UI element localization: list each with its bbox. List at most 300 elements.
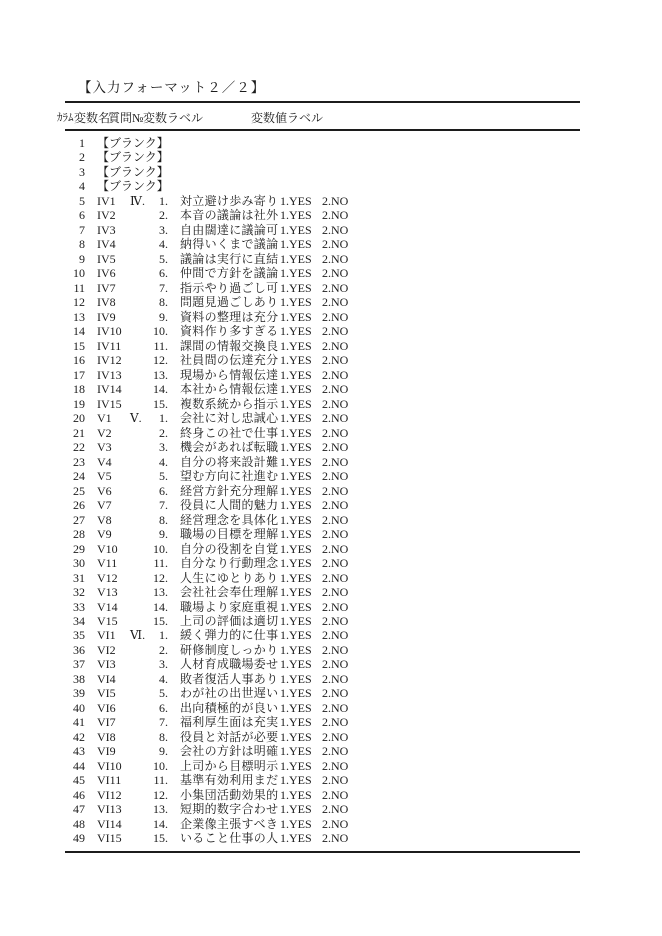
value-label-yes: 1.YES <box>280 483 312 498</box>
table-row <box>55 165 615 179</box>
section-numeral <box>130 281 148 295</box>
table-row <box>55 310 615 324</box>
question-number: 13. <box>153 585 168 600</box>
variable-label: 職場より家庭重視 <box>180 599 279 614</box>
value-label-yes: 1.YES <box>280 599 312 614</box>
question-number: 12. <box>153 353 168 368</box>
value-label-no: 2.NO <box>322 222 349 237</box>
value-label-yes: 1.YES <box>280 686 312 701</box>
variable-label: 本社から情報伝達 <box>180 382 279 397</box>
question-number: 8. <box>159 295 168 310</box>
value-label-no: 2.NO <box>322 396 349 411</box>
variable-label: 基準有効利用まだ <box>180 773 279 788</box>
table-row <box>55 513 615 527</box>
section-numeral <box>130 469 148 483</box>
value-label-yes: 1.YES <box>280 744 312 759</box>
variable-name: VI1 <box>97 628 116 643</box>
row-number: 30 <box>73 556 85 571</box>
question-number: 11. <box>153 338 168 353</box>
variable-label: 課間の情報交換良 <box>180 338 279 353</box>
row-number: 2 <box>79 150 85 165</box>
section-numeral <box>130 150 148 164</box>
value-label-no: 2.NO <box>322 280 349 295</box>
row-number: 29 <box>73 541 85 556</box>
variable-name: V4 <box>97 454 112 469</box>
variable-name: VI11 <box>97 773 122 788</box>
row-number: 37 <box>73 657 85 672</box>
question-number: 13. <box>153 367 168 382</box>
value-label-yes: 1.YES <box>280 222 312 237</box>
value-label-yes: 1.YES <box>280 527 312 542</box>
row-number: 17 <box>73 367 85 382</box>
value-label-yes: 1.YES <box>280 729 312 744</box>
variable-label: いること仕事の人 <box>180 831 279 846</box>
question-number: 7. <box>159 498 168 513</box>
variable-label <box>180 136 278 150</box>
table-row <box>55 150 615 164</box>
value-label-no: 2.NO <box>322 570 349 585</box>
value-label-no: 2.NO <box>322 556 349 571</box>
value-label-no: 2.NO <box>322 787 349 802</box>
variable-name: IV15 <box>97 396 122 411</box>
value-label-yes: 1.YES <box>280 642 312 657</box>
section-numeral <box>130 556 148 570</box>
value-label-no: 2.NO <box>322 353 349 368</box>
question-number: 5. <box>159 686 168 701</box>
variable-name: IV14 <box>97 382 122 397</box>
value-label-yes: 1.YES <box>280 266 312 281</box>
value-label-no: 2.NO <box>322 671 349 686</box>
table-row <box>55 730 615 744</box>
question-number: 10. <box>153 324 168 339</box>
value-label-yes: 1.YES <box>280 831 312 846</box>
variable-name: IV6 <box>97 266 116 281</box>
divider-bottom <box>65 851 580 853</box>
variable-name: 【ブランク】 <box>97 150 169 165</box>
row-number: 39 <box>73 686 85 701</box>
variable-name: IV3 <box>97 222 116 237</box>
question-number <box>148 136 168 150</box>
variable-label: 複数系統から指示 <box>180 396 279 411</box>
variable-name: V14 <box>97 599 118 614</box>
variable-label: 議論は実行に直結 <box>180 251 279 266</box>
value-label-no: 2.NO <box>322 367 349 382</box>
table-row <box>55 295 615 309</box>
question-number: 5. <box>159 251 168 266</box>
row-number: 40 <box>73 700 85 715</box>
section-numeral <box>130 614 148 628</box>
section-numeral <box>130 484 148 498</box>
section-numeral <box>130 802 148 816</box>
row-number: 44 <box>73 758 85 773</box>
page-title: 【入力フォーマット２／２】 <box>78 80 266 95</box>
variable-name: VI6 <box>97 700 116 715</box>
table-row <box>55 571 615 585</box>
value-label-no: 2.NO <box>322 686 349 701</box>
value-label-no: 2.NO <box>322 831 349 846</box>
value-label-no: 2.NO <box>322 237 349 252</box>
variable-name: IV7 <box>97 280 116 295</box>
value-label-no: 2.NO <box>322 700 349 715</box>
value-label-no: 2.NO <box>322 498 349 513</box>
table-row <box>55 237 615 251</box>
variable-label: 経営方針充分理解 <box>180 483 279 498</box>
table-row <box>55 194 615 208</box>
variable-label: 人生にゆとりあり <box>180 570 279 585</box>
table-row <box>55 759 615 773</box>
variable-label: 自分の将来設計難 <box>180 454 279 469</box>
section-numeral <box>130 339 148 353</box>
value-label-no: 2.NO <box>322 411 349 426</box>
row-number: 48 <box>73 816 85 831</box>
value-label-yes: 1.YES <box>280 613 312 628</box>
variable-label: 人材育成職場委せ <box>180 657 279 672</box>
table-row <box>55 440 615 454</box>
row-number: 11 <box>73 280 85 295</box>
value-label-yes: 1.YES <box>280 700 312 715</box>
table-row <box>55 223 615 237</box>
question-number: 15. <box>153 831 168 846</box>
variable-label <box>180 165 278 179</box>
header-var-label: 変数ラベル <box>143 111 204 125</box>
variable-name: IV8 <box>97 295 116 310</box>
value-label-yes: 1.YES <box>280 324 312 339</box>
question-number <box>148 150 168 164</box>
header-column: ｶﾗﾑ <box>57 112 74 124</box>
value-label-yes: 1.YES <box>280 353 312 368</box>
question-number: 7. <box>159 280 168 295</box>
value-label-no: 2.NO <box>322 440 349 455</box>
variable-label: 現場から情報伝達 <box>180 367 279 382</box>
value-label-no: 2.NO <box>322 613 349 628</box>
question-number: 2. <box>159 425 168 440</box>
variable-label <box>180 179 278 193</box>
header-var-name: 変数名 <box>74 111 111 125</box>
value-label-yes: 1.YES <box>280 758 312 773</box>
row-number: 14 <box>73 324 85 339</box>
value-label-no: 2.NO <box>322 773 349 788</box>
row-number: 21 <box>73 425 85 440</box>
table-row <box>55 339 615 353</box>
table-row <box>55 831 615 845</box>
table-row <box>55 353 615 367</box>
value-label-yes: 1.YES <box>280 280 312 295</box>
variable-name: IV10 <box>97 324 122 339</box>
question-number: 14. <box>153 382 168 397</box>
question-number: 1. <box>159 193 168 208</box>
value-label-yes: 1.YES <box>280 498 312 513</box>
section-numeral: Ⅵ. <box>130 628 146 643</box>
variable-label: 会社の方針は明確 <box>180 744 279 759</box>
value-label-no: 2.NO <box>322 585 349 600</box>
row-number: 27 <box>73 512 85 527</box>
variable-label: 小集団活動効果的 <box>180 787 279 802</box>
variable-label: 上司から目標明示 <box>180 758 279 773</box>
variable-label: 役員と対話が必要 <box>180 729 279 744</box>
row-number: 1 <box>79 136 85 150</box>
variable-label: わが社の出世遅い <box>180 686 279 701</box>
value-label-yes <box>280 179 322 193</box>
value-label-no: 2.NO <box>322 628 349 643</box>
section-numeral <box>130 382 148 396</box>
section-numeral <box>130 788 148 802</box>
table-row <box>55 542 615 556</box>
section-numeral <box>130 426 148 440</box>
table-row <box>55 208 615 222</box>
table-row <box>55 773 615 787</box>
section-numeral <box>130 223 148 237</box>
variable-name: VI2 <box>97 642 116 657</box>
value-label-no: 2.NO <box>322 324 349 339</box>
value-label-yes <box>280 150 322 164</box>
section-numeral: Ⅳ. <box>130 193 145 208</box>
variable-label: 出向積極的が良い <box>180 700 279 715</box>
question-number: 6. <box>159 483 168 498</box>
divider-top <box>65 101 580 103</box>
question-number: 9. <box>159 744 168 759</box>
question-number: 7. <box>159 715 168 730</box>
row-number: 15 <box>73 338 85 353</box>
row-number: 22 <box>73 440 85 455</box>
row-number: 35 <box>73 628 85 643</box>
table-row <box>55 469 615 483</box>
variable-label: 企業像主張すべき <box>180 816 279 831</box>
variable-name: VI10 <box>97 758 122 773</box>
question-number: 2. <box>159 208 168 223</box>
value-label-yes: 1.YES <box>280 309 312 324</box>
variable-label: 社員間の伝達充分 <box>180 353 279 368</box>
table-row <box>55 788 615 802</box>
value-label-no: 2.NO <box>322 469 349 484</box>
question-number: 9. <box>159 309 168 324</box>
value-label-no: 2.NO <box>322 425 349 440</box>
variable-label: 経営理念を具体化 <box>180 512 279 527</box>
question-number: 4. <box>159 237 168 252</box>
row-number: 10 <box>73 266 85 281</box>
table-row <box>55 672 615 686</box>
variable-name: V15 <box>97 613 118 628</box>
variable-name: IV4 <box>97 237 116 252</box>
value-label-yes: 1.YES <box>280 787 312 802</box>
variable-name: 【ブランク】 <box>97 136 169 150</box>
variable-label: 機会があれば転職 <box>180 440 279 455</box>
table-row <box>55 281 615 295</box>
value-label-yes: 1.YES <box>280 541 312 556</box>
value-label-no: 2.NO <box>322 816 349 831</box>
variable-name: V2 <box>97 425 112 440</box>
table-row <box>55 600 615 614</box>
value-label-yes: 1.YES <box>280 512 312 527</box>
variable-label: 問題見過ごしあり <box>180 295 279 310</box>
question-number: 10. <box>153 758 168 773</box>
variable-name: V13 <box>97 585 118 600</box>
value-label-no: 2.NO <box>322 642 349 657</box>
section-numeral <box>130 643 148 657</box>
question-number: 9. <box>159 527 168 542</box>
table-row <box>55 744 615 758</box>
row-number: 32 <box>73 585 85 600</box>
value-label-no: 2.NO <box>322 382 349 397</box>
variable-name: V6 <box>97 483 112 498</box>
value-label-no: 2.NO <box>322 758 349 773</box>
value-label-no: 2.NO <box>322 454 349 469</box>
question-number: 14. <box>153 599 168 614</box>
row-number: 38 <box>73 671 85 686</box>
variable-name: V1 <box>97 411 112 426</box>
row-number: 34 <box>73 613 85 628</box>
value-label-yes: 1.YES <box>280 193 312 208</box>
row-number: 43 <box>73 744 85 759</box>
table-row <box>55 498 615 512</box>
variable-name: IV11 <box>97 338 122 353</box>
value-label-yes: 1.YES <box>280 251 312 266</box>
question-number: 1. <box>159 411 168 426</box>
value-label-no: 2.NO <box>322 541 349 556</box>
question-number: 5. <box>159 469 168 484</box>
question-number: 4. <box>159 671 168 686</box>
row-number: 9 <box>79 251 85 266</box>
section-numeral <box>130 831 148 845</box>
value-label-no: 2.NO <box>322 512 349 527</box>
section-numeral <box>130 397 148 411</box>
header-question-no: 質問№ <box>108 111 144 125</box>
section-numeral <box>130 353 148 367</box>
question-number: 6. <box>159 266 168 281</box>
table-row <box>55 136 615 150</box>
value-label-yes: 1.YES <box>280 338 312 353</box>
variable-label: 福利厚生面は充実 <box>180 715 279 730</box>
value-label-yes: 1.YES <box>280 585 312 600</box>
variable-label: 指示やり過ごし可 <box>180 280 279 295</box>
table-row <box>55 643 615 657</box>
variable-name: VI14 <box>97 816 122 831</box>
value-label-yes: 1.YES <box>280 556 312 571</box>
section-numeral <box>130 208 148 222</box>
section-numeral <box>130 715 148 729</box>
question-number: 4. <box>159 454 168 469</box>
variable-name: IV9 <box>97 309 116 324</box>
value-label-yes: 1.YES <box>280 628 312 643</box>
variable-name: V7 <box>97 498 112 513</box>
variable-name: IV2 <box>97 208 116 223</box>
question-number <box>148 179 168 193</box>
variable-name: VI12 <box>97 787 122 802</box>
value-label-yes: 1.YES <box>280 295 312 310</box>
section-numeral <box>130 817 148 831</box>
row-number: 36 <box>73 642 85 657</box>
value-label-yes: 1.YES <box>280 367 312 382</box>
variable-label: 緩く弾力的に仕事 <box>180 628 279 643</box>
table-header <box>0 109 662 124</box>
value-label-yes: 1.YES <box>280 469 312 484</box>
variable-name: 【ブランク】 <box>97 179 169 194</box>
table-row <box>55 179 615 193</box>
value-label-no: 2.NO <box>322 802 349 817</box>
variable-label: 本音の議論は社外 <box>180 208 279 223</box>
variable-name: V10 <box>97 541 118 556</box>
variable-label: 短期的数字合わせ <box>180 802 279 817</box>
value-label-yes: 1.YES <box>280 773 312 788</box>
question-number: 2. <box>159 642 168 657</box>
value-label-no <box>322 136 362 150</box>
variable-label <box>180 150 278 164</box>
variable-name: V5 <box>97 469 112 484</box>
variable-label: 会社に対し忠誠心 <box>180 411 279 426</box>
section-numeral <box>130 542 148 556</box>
value-label-no <box>322 165 362 179</box>
row-number: 20 <box>73 411 85 426</box>
variable-name: VI13 <box>97 802 122 817</box>
value-label-yes: 1.YES <box>280 671 312 686</box>
value-label-no: 2.NO <box>322 295 349 310</box>
section-numeral <box>130 571 148 585</box>
section-numeral <box>130 657 148 671</box>
table-row <box>55 368 615 382</box>
variable-name: V8 <box>97 512 112 527</box>
section-numeral <box>130 136 148 150</box>
variable-name: VI4 <box>97 671 116 686</box>
variable-label: 敗者復活人事あり <box>180 671 279 686</box>
row-number: 23 <box>73 454 85 469</box>
question-number: 14. <box>153 816 168 831</box>
row-number: 8 <box>79 237 85 252</box>
table-row <box>55 715 615 729</box>
table-row <box>55 324 615 338</box>
variable-label: 仲間で方針を議論 <box>180 266 279 281</box>
table-row <box>55 657 615 671</box>
variable-label: 納得いくまで議論 <box>180 237 279 252</box>
section-numeral <box>130 773 148 787</box>
variable-name: V11 <box>97 556 118 571</box>
variable-label: 職場の目標を理解 <box>180 527 279 542</box>
row-number: 45 <box>73 773 85 788</box>
section-numeral <box>130 730 148 744</box>
section-numeral <box>130 324 148 338</box>
question-number: 12. <box>153 570 168 585</box>
section-numeral <box>130 744 148 758</box>
value-label-yes: 1.YES <box>280 454 312 469</box>
value-label-no: 2.NO <box>322 744 349 759</box>
section-numeral <box>130 368 148 382</box>
value-label-no <box>322 179 362 193</box>
variable-name: VI9 <box>97 744 116 759</box>
variable-name: VI15 <box>97 831 122 846</box>
section-numeral <box>130 759 148 773</box>
question-number: 3. <box>159 440 168 455</box>
variable-name: VI5 <box>97 686 116 701</box>
table-row <box>55 455 615 469</box>
value-label-no: 2.NO <box>322 338 349 353</box>
variable-name: VI3 <box>97 657 116 672</box>
variable-label: 対立避け歩み寄り <box>180 193 279 208</box>
variable-label: 資料作り多すぎる <box>180 324 279 339</box>
row-number: 6 <box>79 208 85 223</box>
section-numeral <box>130 701 148 715</box>
section-numeral <box>130 585 148 599</box>
variable-name: IV13 <box>97 367 122 382</box>
row-number: 7 <box>79 222 85 237</box>
row-number: 28 <box>73 527 85 542</box>
value-label-yes: 1.YES <box>280 816 312 831</box>
question-number: 3. <box>159 222 168 237</box>
question-number: 11. <box>153 773 168 788</box>
divider-header <box>65 129 580 131</box>
table-row <box>55 266 615 280</box>
table-body <box>55 136 615 846</box>
row-number: 33 <box>73 599 85 614</box>
row-number: 12 <box>73 295 85 310</box>
question-number: 12. <box>153 787 168 802</box>
